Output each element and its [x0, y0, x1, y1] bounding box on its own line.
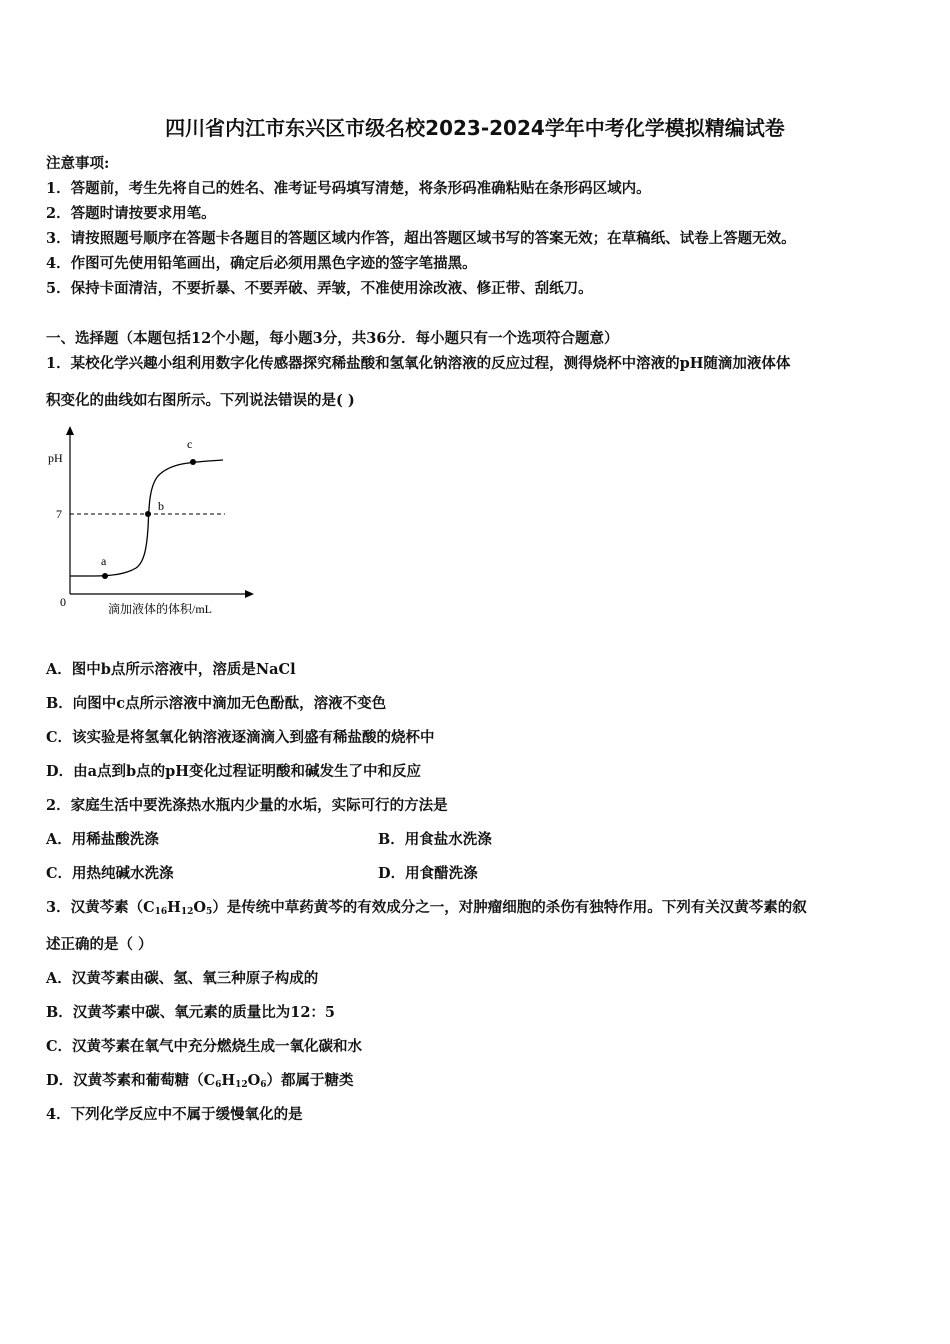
point-a [102, 573, 108, 579]
ref-label-7: 7 [56, 507, 62, 521]
question-1-option-b: B．向图中c点所示溶液中滴加无色酚酞，溶液不变色 [46, 695, 387, 712]
y-axis-label: pH [48, 451, 63, 465]
notice-item: 3．请按照题号顺序在答题卡各题目的答题区域内作答，超出答题区域书写的答案无效；在草稿纸、试卷上答题无效。 [46, 230, 796, 247]
point-b [145, 511, 151, 517]
page-title: 四川省内江市东兴区市级名校2023-2024学年中考化学模拟精编试卷 [165, 116, 785, 140]
point-b-label: b [158, 499, 164, 513]
question-1-option-a: A．图中b点所示溶液中，溶质是NaCl [46, 661, 296, 678]
question-1-option-d: D．由a点到b点的pH变化过程证明酸和碱发生了中和反应 [46, 763, 421, 780]
ph-curve-chart [40, 418, 270, 618]
question-1-option-c: C．该实验是将氢氧化钠溶液逐滴滴入到盛有稀盐酸的烧杯中 [46, 729, 435, 746]
x-axis-arrow [245, 590, 254, 598]
notice-item: 2．答题时请按要求用笔。 [46, 205, 216, 222]
question-3-stem-cont: 述正确的是（ ） [46, 936, 153, 953]
question-3-option-d: D．汉黄芩素和葡萄糖$(C_6H_{12}O_6)$都属于糖类 [46, 1072, 354, 1090]
question-3-option-a: A．汉黄芩素由碳、氢、氧三种原子构成的 [46, 970, 319, 987]
point-c [190, 459, 196, 465]
notice-item: 4．作图可先使用铅笔画出，确定后必须用黑色字迹的签字笔描黑。 [46, 255, 477, 272]
notice-item: 5．保持卡面清洁，不要折暴、不要弄破、弄皱，不准使用涂改液、修正带、刮纸刀。 [46, 280, 593, 297]
question-2-option-d: D．用食醋洗涤 [378, 865, 478, 882]
question-2-option-a: A．用稀盐酸洗涤 [46, 831, 159, 848]
question-2-option-c: C．用热纯碱水洗涤 [46, 865, 174, 882]
x-axis-label: 滴加液体的体积/mL [108, 602, 212, 616]
y-axis-arrow [66, 426, 74, 435]
question-1-stem-cont: 积变化的曲线如右图所示。下列说法错误的是( ) [46, 392, 355, 409]
question-2-option-b: B．用食盐水洗涤 [378, 831, 492, 848]
origin-label: 0 [60, 595, 66, 609]
question-1-stem: 1．某校化学兴趣小组利用数字化传感器探究稀盐酸和氢氧化钠溶液的反应过程，测得烧杯中溶液的pH随滴加液体体 [46, 355, 791, 372]
point-c-label: c [187, 437, 193, 451]
question-3-stem: 3．汉黄芩素$(C_{16}H_{12}O_5)$是传统中草药黄芩的有效成分之一，对肿瘤细胞的杀伤有独特作用。下列有关汉黄芩素的叙 [46, 899, 807, 917]
question-2-stem: 2．家庭生活中要洗涤热水瓶内少量的水垢，实际可行的方法是 [46, 797, 448, 814]
ph-curve [70, 460, 223, 576]
question-4-stem: 4．下列化学反应中不属于缓慢氧化的是 [46, 1106, 303, 1123]
point-a-label: a [101, 554, 107, 568]
section-heading: 一、选择题（本题包括12个小题，每小题3分，共36分．每小题只有一个选项符合题意） [46, 330, 619, 347]
notice-heading: 注意事项: [46, 155, 110, 172]
question-3-option-b: B．汉黄芩素中碳、氧元素的质量比为12：5 [46, 1004, 336, 1021]
question-3-option-c: C．汉黄芩素在氧气中充分燃烧生成一氧化碳和水 [46, 1038, 363, 1055]
notice-item: 1．答题前，考生先将自己的姓名、准考证号码填写清楚，将条形码准确粘贴在条形码区域内。 [46, 180, 651, 197]
